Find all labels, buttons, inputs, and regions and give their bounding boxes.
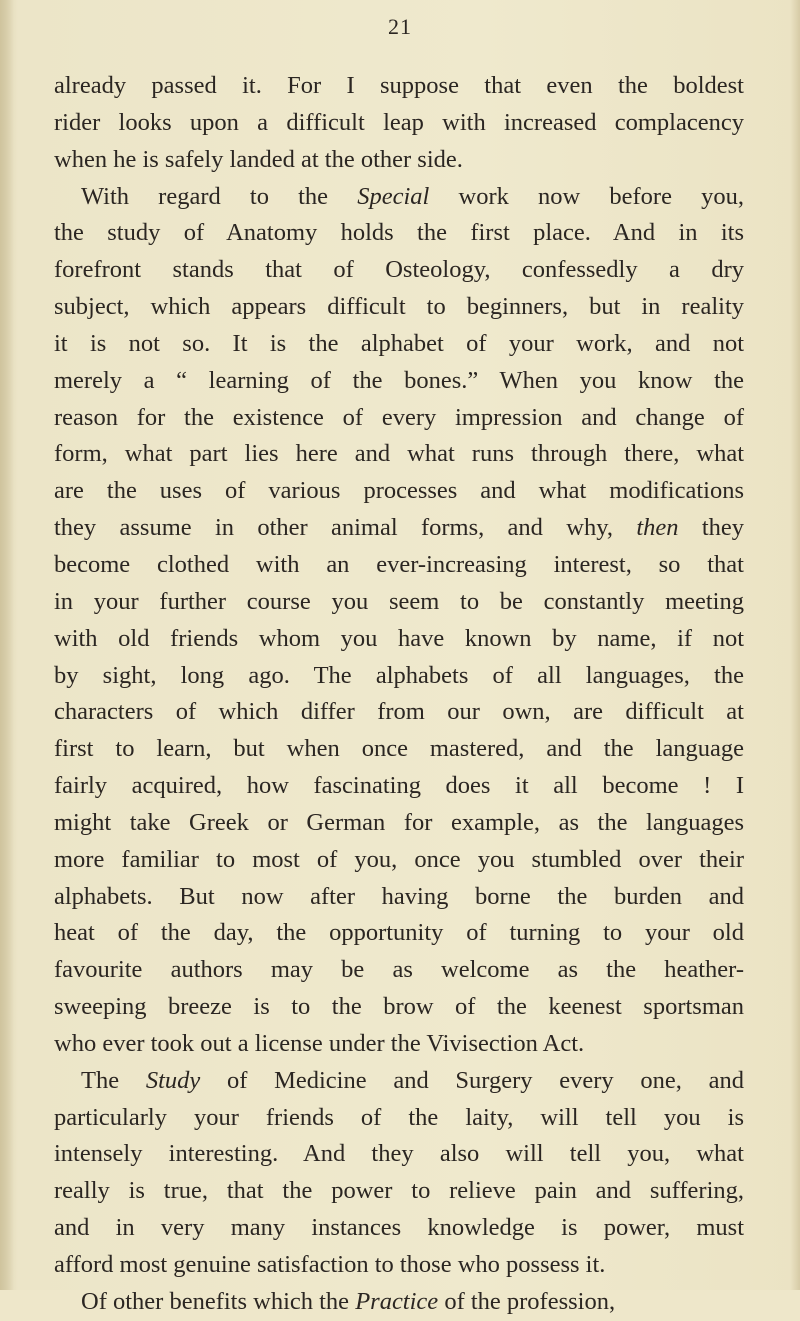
text-span: really is true, that the power to relieve pain and suffering, [54,1177,744,1205]
text-line [54,1210,744,1247]
text-span: merely a “ learning of the bones.” When you know the [54,366,744,394]
text-line [54,1173,744,1210]
text-line [54,805,744,842]
text-span: particularly your friends of the laity, will tell you is [54,1103,744,1131]
text-line [54,252,744,289]
text-span: with old friends whom you have known by name, if not [54,624,744,652]
text-span: The [81,1066,146,1094]
text-line [54,510,744,547]
text-span: they [678,514,744,542]
text-line [54,289,744,326]
italic-text: Study [145,1066,201,1094]
text-line [54,1026,744,1063]
text-line [54,1136,744,1173]
page-edge-shadow [790,0,800,1290]
text-span: form, what part lies here and what runs through there, what [54,440,744,468]
text-span: already passed it. For I suppose that even the boldest [54,72,744,99]
text-line [54,1284,744,1321]
text-span: reason for the existence of every impression and change of [54,403,744,431]
text-line [54,363,744,400]
text-span: who ever took out a license under the Vivisection Act. [54,1029,585,1057]
text-line [54,989,744,1026]
text-line [54,400,744,437]
text-line [54,473,744,510]
text-span: when he is safely landed at the other side. [54,145,463,173]
text-span: and in very many instances knowledge is power, must [54,1214,744,1242]
page-number: 21 [388,14,412,39]
text-line [54,547,744,584]
text-line [54,1247,744,1284]
text-span: afford most genuine satisfaction to those who possess it. [54,1251,606,1278]
text-line [54,68,744,105]
text-span: rider looks upon a difficult leap with increased complacency [54,108,744,136]
text-span: in your further course you seem to be constantly meeting [54,587,744,615]
text-span: heat of the day, the opportunity of turning to your old [54,919,744,947]
italic-text: Practice [355,1287,439,1315]
italic-text: then [636,514,679,542]
text-line [54,694,744,731]
page-gutter-shadow [0,0,14,1290]
text-line [54,142,744,179]
text-span: first to learn, but when once mastered, and the language [54,735,744,763]
text-span: more familiar to most of you, once you stumbled over their [54,845,744,873]
text-line [54,952,744,989]
italic-text: Special [357,182,430,210]
text-span: intensely interesting. And they also will tell you, what [54,1140,744,1168]
text-span: by sight, long ago. The alphabets of all languages, the [54,661,744,689]
text-span: fairly acquired, how fascinating does it all become ! I [54,772,744,800]
text-line [54,842,744,879]
text-span: favourite authors may be as welcome as the heather- [54,956,744,984]
text-line [54,1100,744,1137]
text-span: of Medicine and Surgery every one, and [200,1066,744,1094]
text-line [54,179,744,216]
text-line [54,584,744,621]
text-line [54,436,744,473]
text-span: sweeping breeze is to the brow of the keenest sportsman [54,993,744,1021]
text-line [54,658,744,695]
text-span: subject, which appears difficult to beginners, but in reality [54,293,744,321]
text-span: work now before you, [429,182,744,210]
text-span: the study of Anatomy holds the first place. And in its [54,219,744,247]
text-span: alphabets. But now after having borne the burden and [54,882,744,910]
text-line [54,915,744,952]
text-line [54,215,744,252]
text-line [54,1063,744,1100]
text-span: are the uses of various processes and what modifications [54,477,744,505]
text-span: With regard to the [81,182,358,210]
text-span: Of other benefits which the [81,1287,356,1315]
text-line [54,768,744,805]
text-line [54,621,744,658]
text-line [54,879,744,916]
text-line [54,326,744,363]
text-span: forefront stands that of Osteology, confessedly a dry [54,256,744,284]
text-span: it is not so. It is the alphabet of your work, and not [54,329,744,357]
text-span: become clothed with an ever-increasing interest, so that [54,550,744,578]
text-span: they assume in other animal forms, and why, [54,514,637,542]
text-span: characters of which differ from our own, are difficult at [54,698,744,726]
text-line [54,105,744,142]
body-text [54,68,744,1321]
text-span: of the profession, [438,1287,616,1315]
text-line [54,731,744,768]
text-span: might take Greek or German for example, as the languages [54,808,744,836]
